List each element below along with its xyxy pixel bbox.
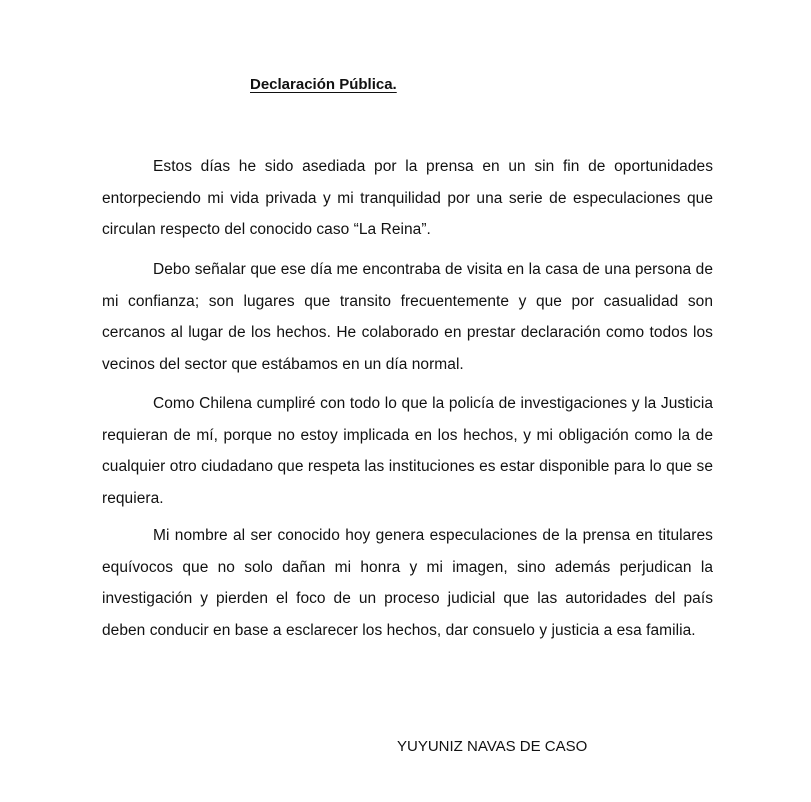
paragraph-2: Debo señalar que ese día me encontraba de visita en la casa de una persona de mi confianza; son lugares que transito frecuentemente y que por casualidad son cercanos al lugar de los hechos. He colaborado en prestar declaración como todos los vecinos del sector que estábamos en un día normal. <box>102 261 713 373</box>
paragraph-4: Mi nombre al ser conocido hoy genera especulaciones de la prensa en titulares equívocos que no solo dañan mi honra y mi imagen, sino además perjudican la investigación y pierden el foco de un proceso judicial que las autoridades del país deben conducir en base a esclarecer los hechos, dar consuelo y justicia a esa familia. <box>102 527 713 639</box>
signature-name: YUYUNIZ NAVAS DE CASO <box>397 738 588 755</box>
document-title: Declaración Pública. <box>250 76 397 93</box>
paragraph-1: Estos días he sido asediada por la prensa en un sin fin de oportunidades entorpeciendo mi vida privada y mi tranquilidad por una serie de especulaciones que circulan respecto del conocido caso “La Reina”. <box>102 158 713 238</box>
paragraph-3: Como Chilena cumpliré con todo lo que la policía de investigaciones y la Justicia requieran de mí, porque no estoy implicada en los hechos, y mi obligación como la de cualquier otro ciudadano que respeta las instituciones es estar disponible para lo que se requiera. <box>102 395 713 507</box>
